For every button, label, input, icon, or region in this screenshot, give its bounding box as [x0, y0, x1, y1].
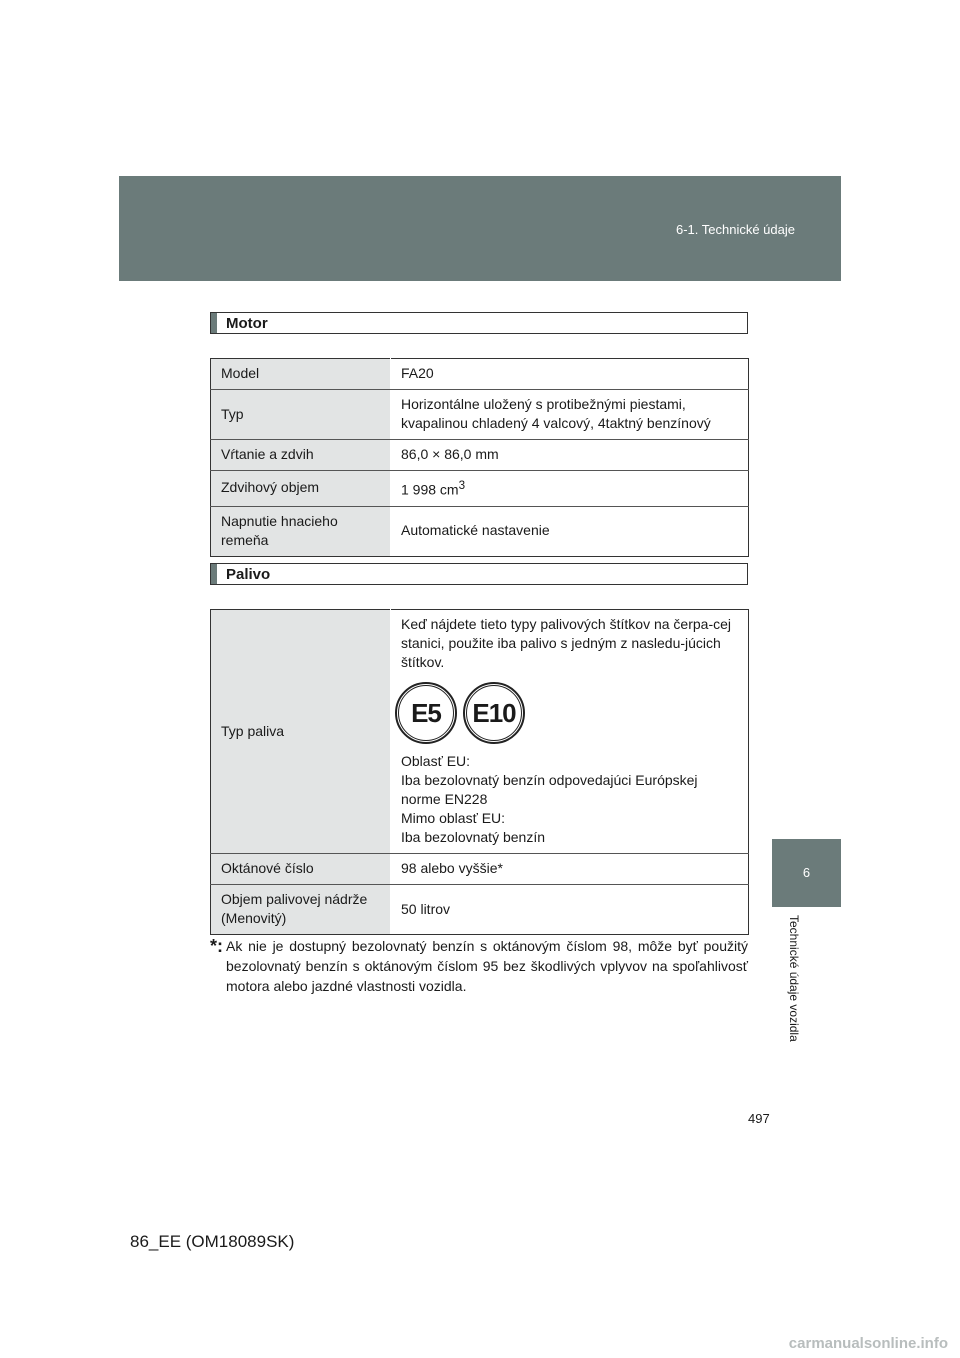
palivo-heading-text: Palivo	[226, 566, 271, 583]
unit-exponent: 3	[458, 479, 466, 492]
fuel-line: Oblasť EU:	[401, 753, 471, 769]
chapter-label: Technické údaje vozidla	[787, 915, 801, 1042]
footnote-text: Ak nie je dostupný bezolovnatý benzín s oktánovým číslom 98, môže byť použitý bezolovnatý benzín s oktánovým číslom 95 bez škodlivých vplyvov na spoľahlivosť motora alebo jazdné vlastnosti vozidla.	[226, 938, 748, 994]
header-band	[119, 176, 841, 281]
table-row	[211, 390, 749, 440]
table-row	[211, 885, 749, 935]
fuel-line: Iba bezolovnatý benzín	[401, 829, 545, 845]
spec-key: Model	[211, 359, 391, 390]
spec-value: 98 alebo vyššie*	[391, 854, 749, 885]
footnote-mark: *:	[210, 936, 223, 956]
spec-value: 50 litrov	[391, 885, 749, 935]
spec-value: Automatické nastavenie	[391, 506, 749, 556]
fuel-badges	[395, 682, 738, 744]
spec-key: Zdvihový objem	[211, 471, 391, 507]
palivo-heading	[210, 563, 748, 585]
chapter-tab[interactable]: 6	[772, 839, 841, 907]
spec-value: FA20	[391, 359, 749, 390]
footnote	[210, 936, 748, 996]
spec-key: Vŕtanie a zdvih	[211, 440, 391, 471]
spec-key: Oktánové číslo	[211, 854, 391, 885]
spec-key: Typ paliva	[211, 610, 391, 854]
table-row	[211, 440, 749, 471]
page-number: 497	[748, 1111, 770, 1126]
section-title: 6-1. Technické údaje	[675, 222, 795, 237]
heading-bar	[211, 313, 217, 333]
table-row	[211, 854, 749, 885]
motor-heading-text: Motor	[226, 315, 268, 332]
table-row	[211, 471, 749, 507]
e10-label-icon: E10	[463, 682, 525, 744]
fuel-type-value	[391, 610, 749, 854]
motor-heading	[210, 312, 748, 334]
spec-value: 86,0 × 86,0 mm	[391, 440, 749, 471]
palivo-table	[210, 609, 749, 935]
table-row	[211, 359, 749, 390]
table-row	[211, 610, 749, 854]
displacement-value: 1 998 cm	[401, 481, 459, 498]
spec-value	[391, 471, 749, 507]
fuel-line: Iba bezolovnatý benzín odpovedajúci Európskej norme EN228	[401, 772, 698, 807]
spec-key: Napnutie hnacieho remeňa	[211, 506, 391, 556]
table-row	[211, 506, 749, 556]
motor-table	[210, 358, 749, 557]
e5-label-icon: E5	[395, 682, 457, 744]
document-code: 86_EE (OM18089SK)	[130, 1232, 295, 1251]
spec-key: Objem palivovej nádrže (Menovitý)	[211, 885, 391, 935]
spec-key: Typ	[211, 390, 391, 440]
fuel-intro: Keď nájdete tieto typy palivových štítkov na čerpa-cej stanici, použite iba palivo s jedným z nasledu-júcich štítkov.	[401, 616, 731, 670]
heading-bar	[211, 564, 217, 584]
watermark: carmanualsonline.info	[788, 1335, 948, 1352]
spec-value: Horizontálne uložený s protibežnými piestami, kvapalinou chladený 4 valcový, 4taktný benzínový	[391, 390, 749, 440]
fuel-line: Mimo oblasť EU:	[401, 810, 506, 826]
